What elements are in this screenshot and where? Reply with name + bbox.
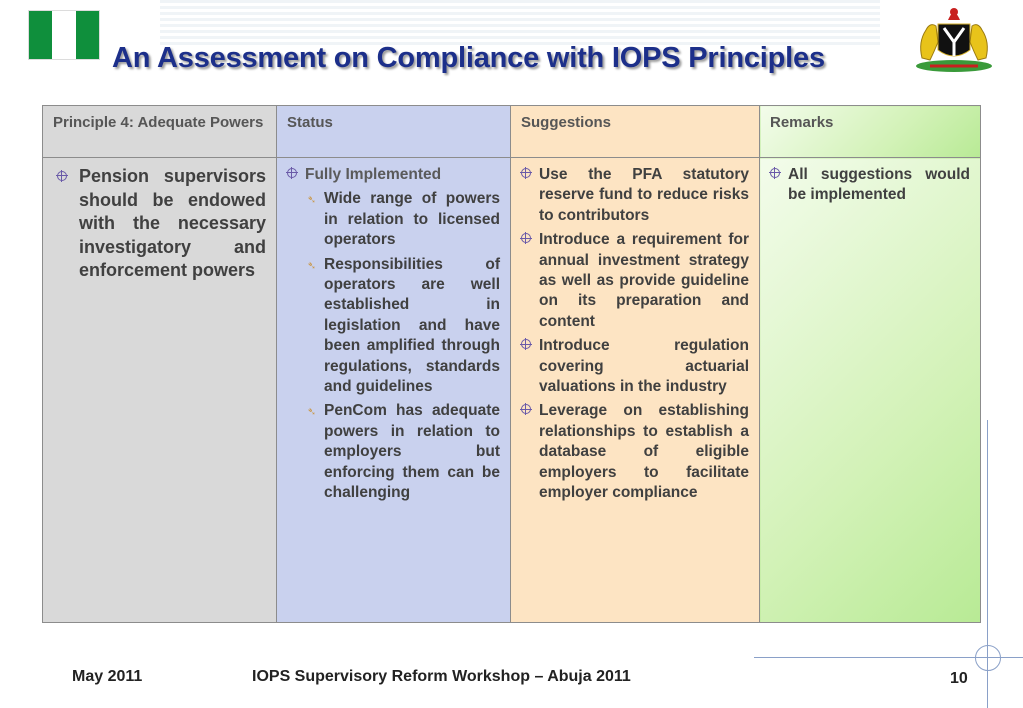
decorative-circle: [975, 645, 1001, 671]
status-sublist: [305, 189, 500, 503]
bullet-icon: [770, 168, 780, 178]
list-item: Pension supervisors should be endowed with the necessary investigatory and enforcement powers: [53, 165, 266, 283]
list-item: ➴ PenCom has adequate powers in relation to employers but enforcing them can be challenging: [307, 402, 500, 502]
arrow-bullet-icon: ➴: [307, 259, 317, 272]
footer-event: IOPS Supervisory Reform Workshop – Abuja 2011: [252, 668, 631, 685]
list-item: Introduce a requirement for annual investment strategy as well as provide guideline on its preparation and content: [521, 230, 749, 332]
header-decoration: [160, 0, 880, 46]
bullet-icon: [521, 404, 531, 414]
bullet-icon: [521, 233, 531, 243]
header-remarks: Remarks: [760, 106, 981, 158]
list-item: ➴ Wide range of powers in relation to licensed operators: [307, 190, 500, 249]
table-row: [43, 158, 981, 623]
list-item: Use the PFA statutory reserve fund to reduce risks to contributors: [521, 165, 749, 226]
arrow-bullet-icon: ➴: [307, 406, 317, 419]
nigeria-flag-icon: [28, 10, 100, 60]
list-item: Leverage on establishing relationships to establish a database of eligible employers to facilitate employer compliance: [521, 401, 749, 503]
bullet-icon: [57, 171, 67, 181]
slide-title: An Assessment on Compliance with IOPS Principles: [112, 42, 825, 74]
principle-list: [53, 165, 266, 283]
nigeria-coat-of-arms-icon: [908, 2, 1000, 74]
remarks-list: [770, 165, 970, 206]
suggestions-list: [521, 165, 749, 504]
bullet-icon: [287, 168, 297, 178]
principle-cell: [43, 158, 277, 623]
bullet-icon: [521, 168, 531, 178]
list-item: All suggestions would be implemented: [770, 165, 970, 206]
list-item: Introduce regulation covering actuarial valuations in the industry: [521, 336, 749, 397]
footer-date: May 2011: [72, 668, 143, 685]
status-heading: Fully Implemented ➴ Wide range of powers in relation to licensed operators ➴ Responsibilities of operators are well established in legislation and have been amplified through regulations, standards and guidelines ➴ PenCom has adequate powers in relation to employers but enforcing them can be challenging: [287, 165, 500, 504]
bullet-icon: [521, 339, 531, 349]
header-status: Status: [277, 106, 511, 158]
remarks-cell: [760, 158, 981, 623]
compliance-table: [42, 105, 981, 623]
list-item: ➴ Responsibilities of operators are well established in legislation and have been amplified through regulations, standards and guidelines: [307, 255, 500, 396]
status-cell: [277, 158, 511, 623]
header-principle: Principle 4: Adequate Powers: [43, 106, 277, 158]
arrow-bullet-icon: ➴: [307, 194, 317, 207]
suggestions-cell: [511, 158, 760, 623]
table-header-row: [43, 106, 981, 158]
status-list: [287, 165, 500, 504]
page-number: 10: [950, 670, 968, 687]
header-suggestions: Suggestions: [511, 106, 760, 158]
